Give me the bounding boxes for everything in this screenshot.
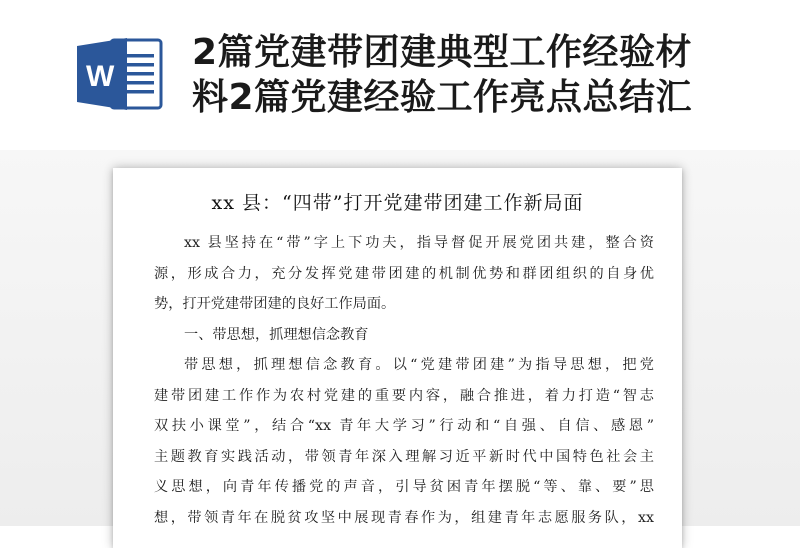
- body-line-3: 势，打开党建带团建的良好工作局面。: [154, 296, 396, 312]
- body-line-9: 义思想，向青年传播党的声音，引导贫困青年摆脱“等、靠、要”思: [154, 479, 654, 495]
- section-heading-1: 一、带思想，抓理想信念教育: [184, 326, 369, 343]
- page-title: [192, 30, 792, 120]
- word-icon: [75, 34, 165, 114]
- body-line-5: 带思想，抓理想信念教育。以“党建带团建”为指导思想，把党: [184, 357, 654, 373]
- title-line-1: 2篇党建带团建典型工作经验材: [192, 32, 693, 73]
- document-title: xx 县：“四带”打开党建带团建工作新局面: [211, 192, 584, 214]
- word-icon-letter: W: [86, 60, 115, 93]
- document-page: [113, 168, 682, 548]
- body-line-8: 主题教育实践活动，带领青年深入理解习近平新时代中国特色社会主: [154, 448, 654, 465]
- title-line-2: 料2篇党建经验工作亮点总结汇: [192, 77, 693, 118]
- body-line-2: 源，形成合力，充分发挥党建带团建的机制优势和群团组织的自身优: [154, 265, 654, 282]
- body-line-7: 双扶小课堂”，结合“xx 青年大学习”行动和“自强、自信、感恩”: [154, 418, 654, 434]
- header-banner: [0, 0, 800, 150]
- body-line-10: 想，带领青年在脱贫攻坚中展现青春作为，组建青年志愿服务队，xx: [154, 509, 654, 526]
- body-line-1: xx 县坚持在“带”字上下功夫，指导督促开展党团共建，整合资: [184, 235, 654, 251]
- body-line-6: 建带团建工作作为农村党建的重要内容，融合推进，着力打造“智志: [154, 387, 654, 404]
- document-body: [154, 228, 654, 533]
